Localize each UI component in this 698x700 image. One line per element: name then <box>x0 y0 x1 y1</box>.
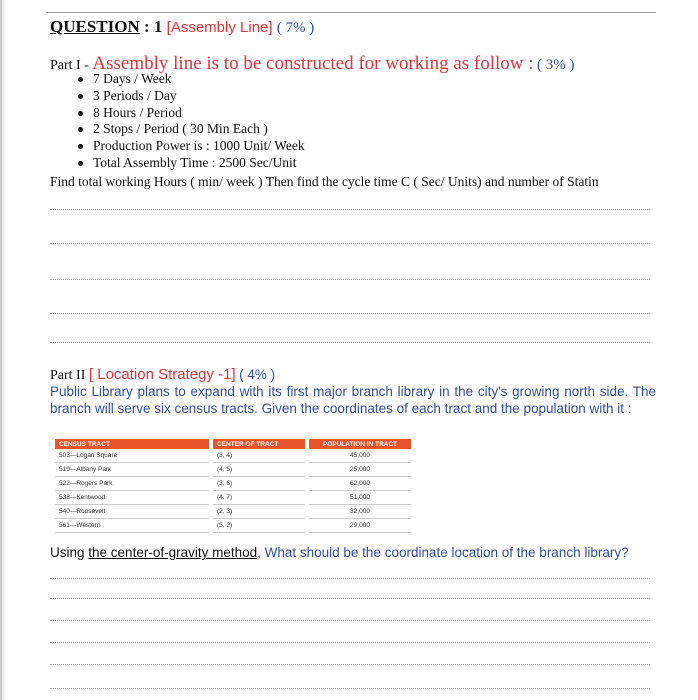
bullet-icon <box>78 127 83 132</box>
method-name: the center-of-gravity method <box>88 545 258 560</box>
question-number: : 1 <box>144 17 163 36</box>
table-cell: 519—Albany Park <box>55 463 211 477</box>
list-item <box>78 138 305 155</box>
table-row <box>55 449 411 463</box>
table-cell: (3, 6) <box>211 477 307 491</box>
list-item <box>78 88 305 105</box>
answer-line <box>50 642 650 643</box>
table-cell: 522—Rogers Park <box>55 477 211 491</box>
bullet-text: Production Power is : 1000 Unit/ Week <box>93 138 305 154</box>
answer-line <box>50 313 650 314</box>
table-cell: 62,000 <box>307 477 411 491</box>
table-row <box>55 519 411 533</box>
part1-bullet-list <box>78 71 305 172</box>
part1-task: Find total working Hours ( min/ week ) Then find the cycle time C ( Sec/ Units) and number of Statin <box>50 174 599 189</box>
answer-line <box>50 342 650 343</box>
part2-marks: ( 4% ) <box>239 367 276 382</box>
question-prefix: Using <box>50 545 85 560</box>
table-cell: 540—Roosevelt <box>55 505 211 519</box>
part2-heading <box>50 366 275 384</box>
bullet-text: 3 Periods / Day <box>93 87 177 103</box>
question-topic: [Assembly Line] <box>166 19 273 36</box>
table-cell: (4, 7) <box>211 491 307 505</box>
table-cell: (4, 5) <box>211 463 307 477</box>
list-item <box>78 155 305 172</box>
bullet-icon <box>78 161 83 166</box>
table-cell: 32,000 <box>307 505 411 519</box>
column-header: CENTER OF TRACT <box>211 439 307 449</box>
part1-label: Part I - <box>50 58 89 73</box>
column-header: POPULATION IN TRACT <box>307 439 411 449</box>
column-header: CENSUS TRACT <box>55 439 211 449</box>
part2-label: Part II <box>50 368 86 383</box>
table-cell: 45,000 <box>307 449 411 463</box>
answer-line <box>50 209 650 210</box>
bullet-icon <box>78 94 83 99</box>
top-divider <box>46 12 656 13</box>
bullet-icon <box>78 111 83 116</box>
table-row <box>55 491 411 505</box>
table-cell: (2, 3) <box>211 505 307 519</box>
bullet-text: 2 Stops / Period ( 30 Min Each ) <box>93 121 268 137</box>
table-cell: (3, 4) <box>211 449 307 463</box>
bullet-icon <box>78 77 83 82</box>
table-cell: (5, 2) <box>211 519 307 533</box>
answer-line <box>50 279 650 280</box>
question-marks: ( 7% ) <box>276 20 315 36</box>
question-rest: , What should be the coordinate location of the branch library? <box>257 545 629 560</box>
table-row <box>55 463 411 477</box>
answer-line <box>50 620 650 621</box>
bullet-text: Total Assembly Time : 2500 Sec/Unit <box>93 154 297 170</box>
table-cell: 561—Western <box>55 519 211 533</box>
table-cell: 25,000 <box>307 463 411 477</box>
table-row <box>55 505 411 519</box>
table-cell: 503—Logan Square <box>55 449 211 463</box>
census-table <box>55 439 411 533</box>
part2-question <box>50 545 629 560</box>
table-cell: 538—Kentwood <box>55 491 211 505</box>
table-row <box>55 477 411 491</box>
table-cell: 29,000 <box>307 519 411 533</box>
list-item <box>78 105 305 122</box>
bullet-icon <box>78 144 83 149</box>
part2-title: [ Location Strategy -1] <box>88 366 236 383</box>
answer-line <box>50 598 650 599</box>
question-label: QUESTION <box>50 17 140 36</box>
part1-marks: ( 3% ) <box>537 57 575 73</box>
list-item <box>78 71 305 88</box>
table-cell: 51,000 <box>307 491 411 505</box>
answer-line <box>50 243 650 244</box>
bullet-text: 7 Days / Week <box>93 71 172 86</box>
answer-line <box>50 664 650 665</box>
table-header-row <box>55 439 411 449</box>
list-item <box>78 121 305 138</box>
page-edge-gradient <box>2 0 6 700</box>
answer-line <box>50 688 650 689</box>
part1-title: Assembly line is to be constructed for working as follow : <box>92 53 534 74</box>
bullet-text: 8 Hours / Period <box>93 104 182 120</box>
part2-description: Public Library plans to expand with its first major branch library in the city's growing north side. The branch will serve six census tracts. Given the coordinates of each tract and the population with it : <box>50 384 656 416</box>
answer-line <box>50 578 650 579</box>
question-title <box>50 17 314 37</box>
